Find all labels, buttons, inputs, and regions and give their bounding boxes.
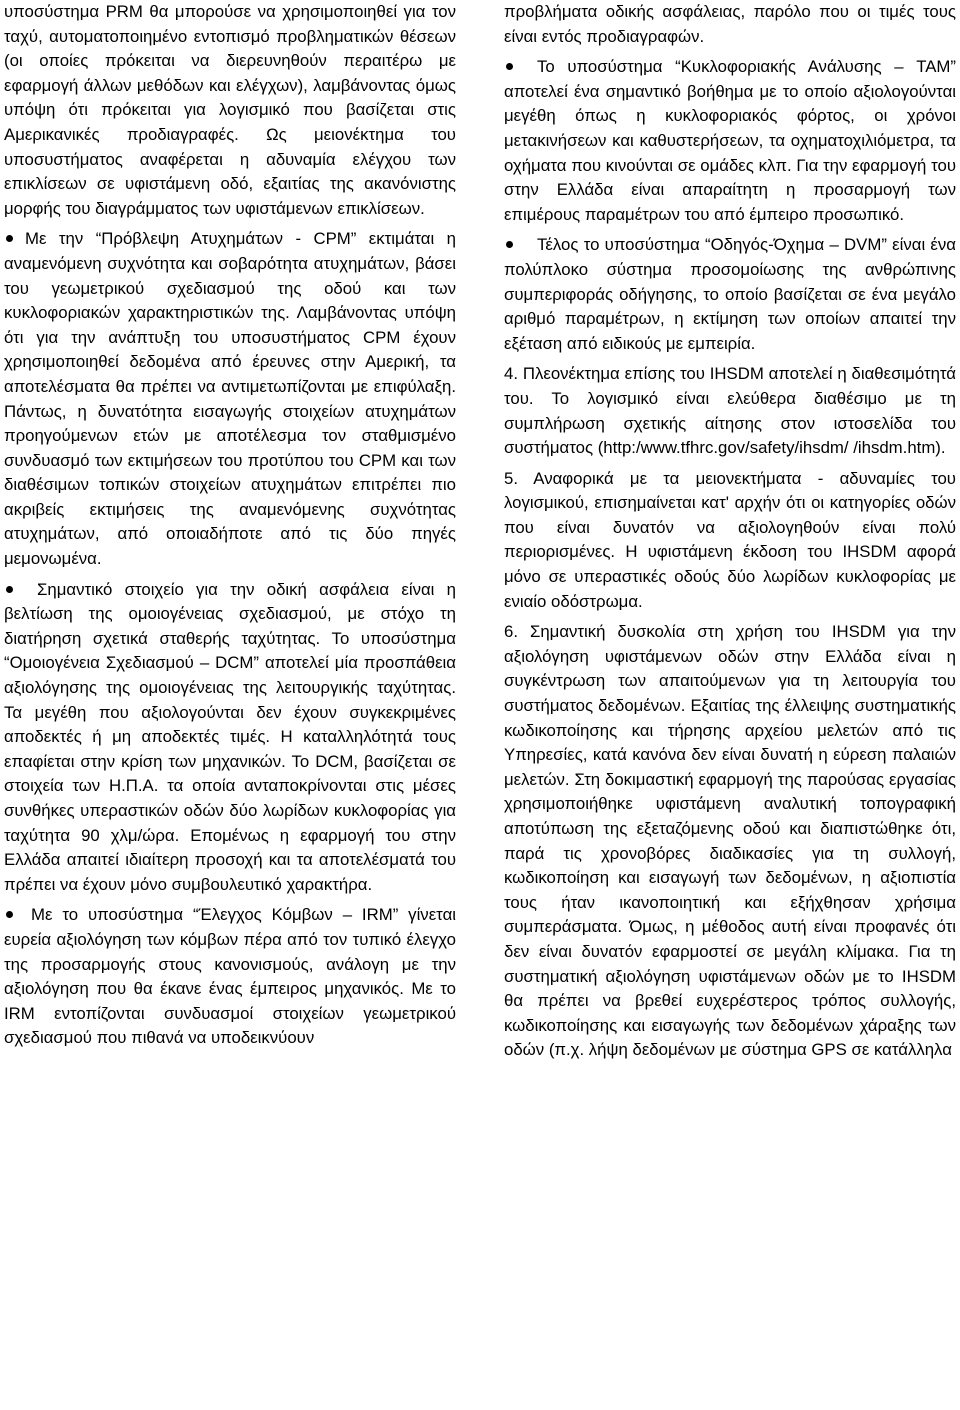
bullet-icon xyxy=(6,911,13,918)
left-column xyxy=(4,0,456,1051)
bullet-tam xyxy=(504,55,956,227)
bullet-icon xyxy=(6,586,13,593)
paragraph-prm: υποσύστημα PRM θα μπορούσε να χρησιμοποιηθεί για τον ταχύ, αυτοματοποιημένο εντοπισμό προβληματικών θέσεων (οι οποίες πρόκειται να διερευνηθούν περαιτέρω με εφαρμογή άλλων μεθόδων και ελέγχων), λαμβάνοντας όμως υπόψη ότι πρόκειται για λογισμικό που βασίζεται στις Αμερικανικές προδιαγραφές. Ως μειονέκτημα του υποσυστήματος αναφέρεται η αδυναμία ελέγχου των επικλίσεων σε υφιστάμενη οδό, εξαιτίας της ακανόνιστης μορφής του διαγράμματος των υφιστάμενων επικλίσεων. xyxy=(4,2,456,218)
bullet-dvm-text: Τέλος το υποσύστημα “Οδηγός-Όχημα – DVM” είναι ένα πολύπλοκο σύστημα προσομοίωσης της ανθρώπινης συμπεριφοράς οδήγησης, το οποίο βασίζεται σε ένα μεγάλο αριθμό παραμέτρων, η εκτίμηση των οποίων απαιτεί την εξέταση από ειδικούς με εμπειρία. xyxy=(504,235,956,353)
bullet-cpm-text: Με την “Πρόβλεψη Ατυχημάτων - CPM” εκτιμάται η αναμενόμενη συχνότητα και σοβαρότητα ατυχημάτων, βάσει του γεωμετρικού σχεδιασμού της οδού και των κυκλοφοριακών χαρακτηριστικών της. Λαμβάνοντας υπόψη ότι για την ανάπτυξη του υποσυστήματος CPM έχουν χρησιμοποιηθεί δεδομένα από έρευνες στην Αμερική, τα αποτελέσματα θα πρέπει να αντιμετωπίζονται με επιφύλαξη. Πάντως, η δυνατότητα εισαγωγής στοιχείων ατυχημάτων προηγούμενων ετών με αποτέλεσμα τον σταθμισμένο συνδυασμό των εκτιμήσεων του προτύπου του CPM και των διαθέσιμων τοπικών στοιχείων ατυχημάτων επιτρέπει πιο ακριβείς εκτιμήσεις της αναμενόμενης συχνότητας ατυχημάτων, από οποιαδήποτε από τις δύο πηγές μεμονωμένα. xyxy=(4,229,456,569)
right-column xyxy=(504,0,956,1063)
bullet-cpm xyxy=(4,227,456,571)
bullet-irm-text: Με το υποσύστημα “Έλεγχος Κόμβων – IRM” γίνεται ευρεία αξιολόγηση των κόμβων πέρα από τον τυπικό έλεγχο της προσαρμογής στους κανονισμούς, ανάλογη με την αξιολόγηση που θα έκανε ένας έμπειρος μηχανικός. Με το IRM εντοπίζονται συνδυασμοί στοιχείων γεωμετρικού σχεδιασμού που πιθανά να υποδεικνύουν xyxy=(4,905,456,1048)
bullet-irm xyxy=(4,903,456,1051)
bullet-dcm-text: Σημαντικό στοιχείο για την οδική ασφάλεια είναι η βελτίωση της ομοιογένειας σχεδιασμού, με στόχο τη διατήρηση σχετικά σταθερής ταχύτητας. Το υποσύστημα “Ομοιογένεια Σχεδιασμού – DCM” αποτελεί μία προσπάθεια αξιολόγησης της ομοιογένειας της λειτουργικής ταχύτητας. Τα μεγέθη που αξιολογούνται δεν έχουν συγκεκριμένες αποδεκτές ή μη αποδεκτές τιμές. Η καταλληλότητά τους επαφίεται στην κρίση των μηχανικών. Το DCM, βασίζεται σε στοιχεία των Η.Π.Α. τα οποία ανταποκρίνονται στις μέσες συνθήκες υπεραστικών οδών δύο λωρίδων κυκλοφορίας για ταχύτητα 90 χλμ/ώρα. Επομένως η εφαρμογή του στην Ελλάδα απαιτεί ιδιαίτερη προσοχή και τα αποτελέσματά του πρέπει να έχουν μόνο συμβουλευτικό χαρακτήρα. xyxy=(4,579,456,894)
bullet-icon xyxy=(6,235,13,242)
numbered-item-6: 6. Σημαντική δυσκολία στη χρήση του IHSDM για την αξιολόγηση υφιστάμενων οδών στην Ελλάδα είναι η συγκέντρωση των απαιτούμενων για τη λειτουργία του συστήματος δεδομένων. Εξαιτίας της έλλειψης συστηματικής κωδικοποίησης και τήρησης αρχείου μελετών από τις Υπηρεσίες, κατά κανόνα δεν είναι δυνατή η εύρεση παλαιών μελετών. Στη δοκιμαστική εφαρμογή της παρούσας εργασίας χρησιμοποιήθηκε υφιστάμενη αναλυτική τοπογραφική αποτύπωση της εξεταζόμενης οδού και διαπιστώθηκε ότι, παρά τις χρονοβόρες διαδικασίες για τη συλλογή, κωδικοποίηση και εισαγωγή των δεδομένων, η αξιοπιστία τους ήταν ικανοποιητική και εξήχθησαν χρήσιμα συμπεράσματα. Όμως, η μέθοδος αυτή είναι προφανές ότι δεν είναι δυνατόν εφαρμοστεί σε μεγάλη κλίμακα. Για τη συστηματική αξιολόγηση υφιστάμενων οδών με το IHSDM θα πρέπει να βρεθεί ευχερέστερος τρόπος συλλογής, κωδικοποίησης και εισαγωγής των δεδομένων χάραξης των οδών (π.χ. λήψη δεδομένων με σύστημα GPS σε κατάλληλα xyxy=(504,622,956,1060)
numbered-item-5: 5. Αναφορικά με τα μειονεκτήματα - αδυναμίες του λογισμικού, επισημαίνεται κατ' αρχήν ότι οι κατηγορίες οδών που είναι δυνατόν να αξιολογηθούν είναι πολύ περιορισμένες. Η υφιστάμενη έκδοση του IHSDM αφορά μόνο σε υπεραστικές οδούς δύο λωρίδων κυκλοφορίας με ενιαίο οδόστρωμα. xyxy=(504,468,956,611)
bullet-icon xyxy=(506,241,513,248)
bullet-dcm xyxy=(4,578,456,898)
bullet-tam-text: Το υποσύστημα “Κυκλοφοριακής Ανάλυσης – TAM” αποτελεί ένα σημαντικό βοήθημα με το οποίο αξιολογούνται μεγέθη όπως η κυκλοφοριακός φόρτος, οι χρόνοι μετακινήσεων και καθυστερήσεων, τα οχηματοχιλιόμετρα, τα οχήματα που κινούνται σε ομάδες κλπ. Για την εφαρμογή του στην Ελλάδα είναι απαραίτητη η προσαρμογή των επιμέρους παραμέτρων του από έμπειρο προσωπικό. xyxy=(504,57,956,224)
bullet-dvm xyxy=(504,233,956,356)
numbered-item-4: 4. Πλεονέκτημα επίσης του IHSDM αποτελεί η διαθεσιμότητά του. Το λογισμικό είναι ελεύθερα διαθέσιμο με τη συμπλήρωση σχετικής αίτησης στον ιστοσελίδα του συστήματος (http:/www.tfhrc.gov/safety/ihsdm/ /ihsdm.htm). xyxy=(504,364,956,458)
paragraph-irm-continued: προβλήματα οδικής ασφάλειας, παρόλο που οι τιμές τους είναι εντός προδιαγραφών. xyxy=(504,2,956,46)
bullet-icon xyxy=(506,63,513,70)
